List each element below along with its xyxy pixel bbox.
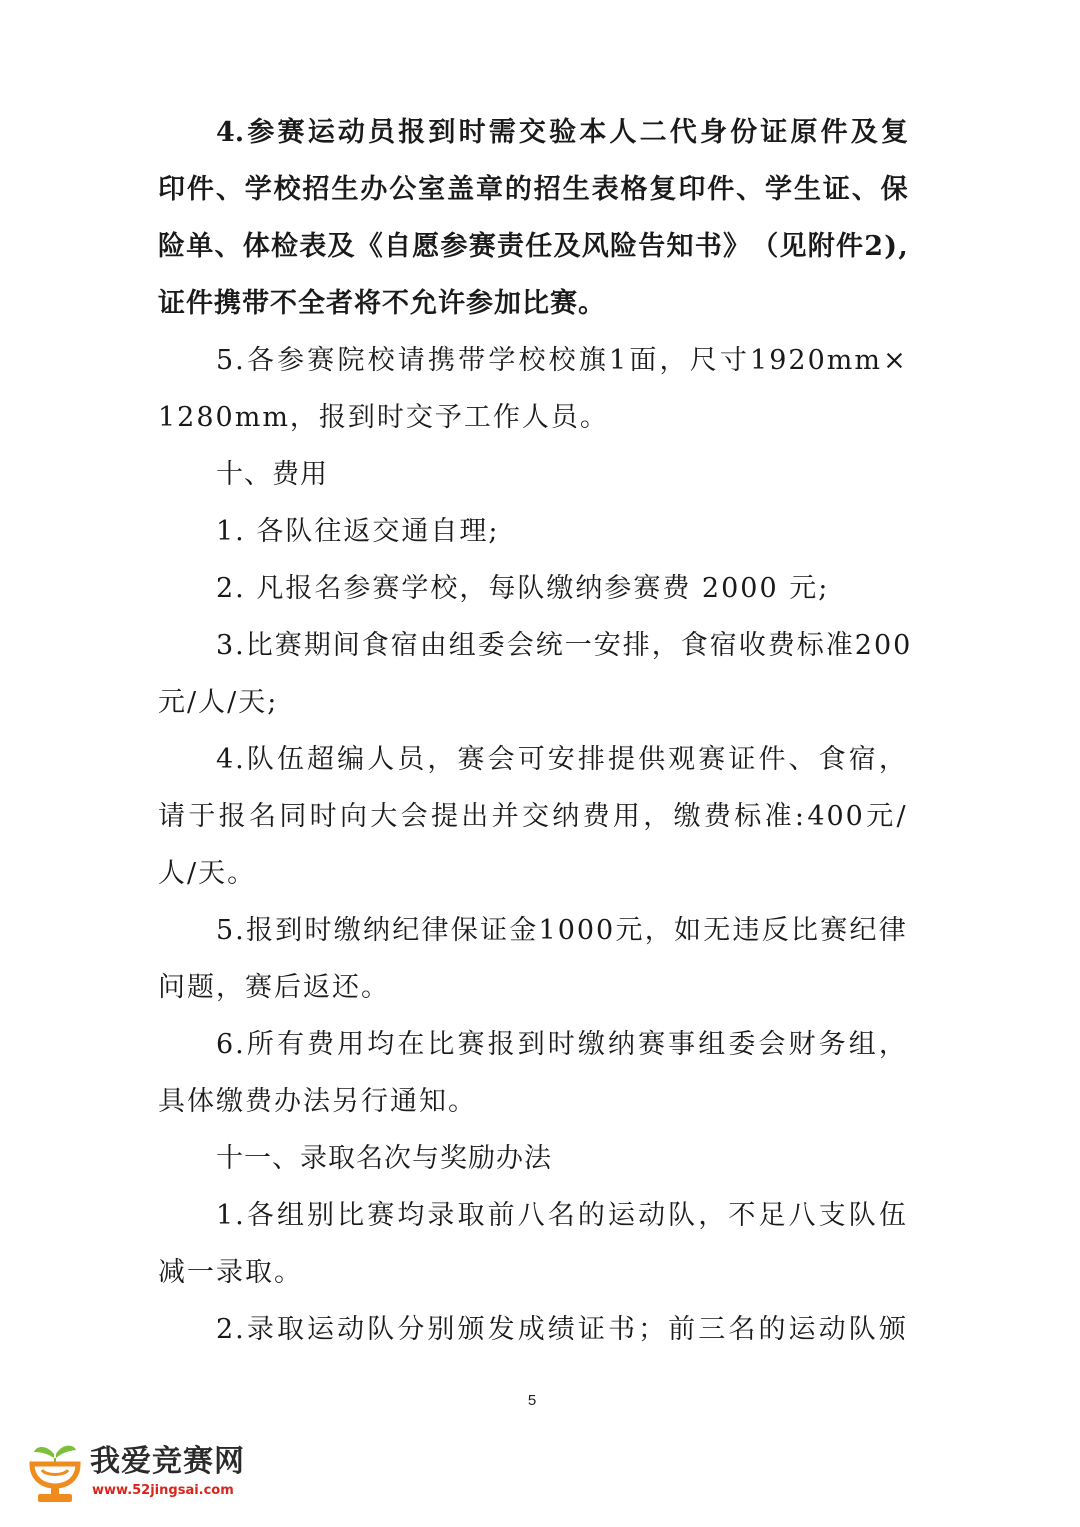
paragraph-line [0,1253,1080,1293]
paragraph-line [0,854,1080,894]
paragraph-line [0,113,1080,153]
heading-text: 十、费用 [216,459,328,490]
line-text: 具体缴费办法另行通知。 [158,1086,477,1117]
trophy-cup-icon [24,1440,86,1506]
paragraph-line [0,569,1080,609]
paragraph-line [0,398,1080,438]
line-text: 请 于 报 名 同 时 向 大 会 提 出 并 交 纳 费 用 ， 缴 费 标 准 : 400 元 / [158,801,908,832]
paragraph-line [0,1310,1080,1350]
watermark-url: www.52jingsai.com [92,1483,234,1498]
line-text: 5. 报 到 时 缴 纳 纪 律 保 证 金 1000 元 ， 如 无 违 反 比 赛 纪 律 [216,915,908,946]
line-text: 5. 各 参 赛 院 校 请 携 带 学 校 校 旗 1 面 ， 尺 寸 1920mm × [216,345,908,376]
line-text: 2. 凡报名参赛学校，每队缴纳参赛费 2000 元; [216,573,830,604]
heading-text: 十一、录取名次与奖励办法 [216,1143,552,1174]
paragraph-line [0,1196,1080,1236]
line-text: 2. 录 取 运 动 队 分 别 颁 发 成 绩 证 书 ； 前 三 名 的 运 动 队 颁 [216,1314,908,1345]
line-text: 1280mm，报到时交予工作人员。 [158,402,609,433]
line-text: 元/人/天; [158,687,279,718]
line-text: 3. 比 赛 期 间 食 宿 由 组 委 会 统 一 安 排 ， 食 宿 收 费 标 准 200 [216,630,913,661]
section-heading [0,455,1080,495]
line-text: 人/天。 [158,858,257,889]
paragraph-line [0,170,1080,210]
page-number: 5 [527,1392,537,1409]
line-text: 6. 所 有 费 用 均 在 比 赛 报 到 时 缴 纳 赛 事 组 委 会 财 务 组 ， [216,1029,908,1060]
paragraph-line [0,1082,1080,1122]
paragraph-line [0,341,1080,381]
paragraph-line [0,740,1080,780]
line-text: 1. 各 组 别 比 赛 均 录 取 前 八 名 的 运 动 队 ， 不 足 八 支 队 伍 [216,1200,908,1231]
section-heading [0,1139,1080,1179]
line-text: 4. 参 赛 运 动 员 报 到 时 需 交 验 本 人 二 代 身 份 证 原 件 及 复 [216,117,908,148]
paragraph-line [0,683,1080,723]
line-text: 险 单 、 体 检 表 及 《 自 愿 参 赛 责 任 及 风 险 告 知 书 》 （ 见 附 件 2 ) , [158,231,908,262]
paragraph-line [0,227,1080,267]
watermark-name: 我爱竞赛网 [90,1444,245,1479]
paragraph-line [0,626,1080,666]
line-text: 问题，赛后返还。 [158,972,390,1003]
paragraph-line [0,797,1080,837]
line-text: 减一录取。 [158,1257,303,1288]
line-text: 1. 各队往返交通自理; [216,516,500,547]
paragraph-line [0,911,1080,951]
line-text: 4. 队 伍 超 编 人 员 ， 赛 会 可 安 排 提 供 观 赛 证 件 、 食 宿 ， [216,744,908,775]
line-text: 印 件 、 学 校 招 生 办 公 室 盖 章 的 招 生 表 格 复 印 件 、 学 生 证 、 保 [158,174,908,205]
line-text: 证件携带不全者将不允许参加比赛。 [158,288,606,319]
paragraph-line [0,1025,1080,1065]
paragraph-line [0,968,1080,1008]
site-watermark [24,1440,264,1510]
paragraph-line [0,512,1080,552]
paragraph-line [0,284,1080,324]
